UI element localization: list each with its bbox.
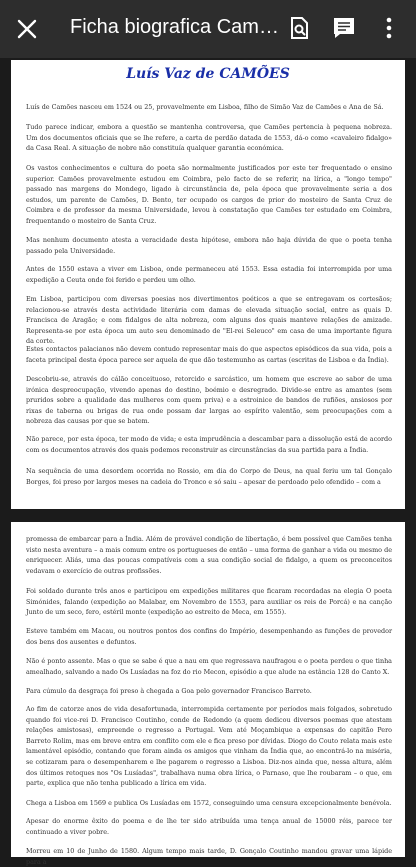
paragraph: Em Lisboa, participou com diversas poesias nos divertimentos poéticos a que se entregavam os cortesãos; relacionou-se através desta actividade literária com damas de elevada situação social, entre as quais D. Francisca de Aragão; e com fidalgos de alta nobreza, com alguns dos quais manteve relações de amizade. Representa-se por esta época um auto seu denominado de "El-rei Seleuco" em casa de uma importante figura da corte. bbox=[26, 295, 392, 346]
paragraph: Chega a Lisboa em 1569 e publica Os Lusíadas em 1572, conseguindo uma censura excepcionalmente benévola. bbox=[26, 799, 392, 807]
paragraph: Apesar do enorme êxito do poema e de lhe ter sido atribuída uma tença anual de 15000 réis, parece ter continuado a viver pobre. bbox=[26, 817, 392, 836]
paragraph: Na sequência de uma desordem ocorrida no Rossio, em dia do Corpo de Deus, na qual feriu um tal Gonçalo Borges, foi preso por largos meses na cadeia do Tronco e só saiu – apesar de perdoado pelo ofendido – com a bbox=[26, 467, 392, 486]
paragraph: Os vastos conhecimentos e cultura do poeta são normalmente justificados por este ter frequentado o ensino superior. Camões provavelmente estudou em Coimbra, pelo facto de se referir, na lírica, a "longo tempo" passado nas margens do Mondego, ligado à circunstância de, pela época que provavelmente seria a dos estudos, um parente de Camões, D. Bento, ter ocupado os cargos de prior do mosteiro de Santa Cruz de Coimbra e de professor da mesma Universidade, levou à constatação que Camões ter estudado em Coimbra, frequentando o mosteiro de Santa Cruz. bbox=[26, 164, 392, 225]
document-title: Ficha biografica Cam… bbox=[70, 16, 279, 38]
paragraph: Não é ponto assente. Mas o que se sabe é que a nau em que regressava naufragou e o poeta perdeu o que tinha amealhado, salvando a nado Os Lusíadas na foz do rio Mecon, episódio a que alude na estância 128 do Canto X. bbox=[26, 657, 392, 676]
paragraph: Estes contactos palacianos não devem contudo representar mais do que aspectos episódicos da sua vida, pois a faceta principal desta época parece ser aquela de que dão testemunho as cartas (escritas de Lisboa e da Índia). bbox=[26, 345, 392, 364]
paragraph: Morreu em 10 de Junho de 1580. Algum tempo mais tarde, D. Gonçalo Coutinho mandou gravar uma lápide para a bbox=[26, 847, 392, 866]
paragraph: Foi soldado durante três anos e participou em expedições militares que ficaram recordadas na elegia O poeta Simónides, falando (expedição ao Malabar, em Novembro de 1553, para auxiliar os reis de Porcá) e na canção Junto de um seco, fero, estéril monte (expedição ao estreito de Meca, em 1555). bbox=[26, 587, 392, 617]
paragraph: Não parece, por esta época, ter modo de vida; e esta imprudência a descambar para a dissolução está de acordo com os documentos através dos quais podemos reconstruir as circunstâncias da sua partida para a Índia. bbox=[26, 435, 392, 454]
paragraph: promessa de embarcar para a Índia. Além de provável condição de libertação, é bem possível que Camões tenha visto nesta aventura – a mais comum entre os portugueses de então – uma forma de ganhar a vida ou mesmo de enriquecer. Aliás, uma das poucas compatíveis com a sua condição social de fidalgo, a quem os preconceitos vedavam o exercício de outras profissões. bbox=[26, 535, 392, 575]
comment-icon[interactable] bbox=[331, 15, 357, 41]
document-heading: Luís Vaz de CAMÕES bbox=[126, 66, 290, 82]
close-icon[interactable] bbox=[14, 16, 40, 42]
app-bar bbox=[0, 0, 416, 58]
paragraph: Mas nenhum documento atesta a veracidade desta hipótese, embora não haja dúvida de que o poeta tenha passado pela Universidade. bbox=[26, 236, 392, 255]
document-page-2[interactable] bbox=[11, 522, 405, 866]
paragraph: Luís de Camões nasceu em 1524 ou 25, provavelmente em Lisboa, filho de Simão Vaz de Camões e Ana de Sá. bbox=[26, 103, 384, 111]
paragraph: Antes de 1550 estava a viver em Lisboa, onde permaneceu até 1553. Essa estadia foi interrompida por uma expedição a Ceuta onde foi ferido e perdeu um olho. bbox=[26, 265, 392, 284]
paragraph: Ao fim de catorze anos de vida desafortunada, interrompida certamente por períodos mais folgados, sobretudo quando foi vice-rei D. Francisco Coutinho, conde de Redondo (a quem dedicou diversos poemas que atestam relações amistosas), empreende o regresso a Portugal. Vem até Moçambique a expensas do capitão Pero Barreto Rolim, mas em breve entra em conflito com ele e fica preso por dívidas. Diogo do Couto relata mais este lamentável episódio, contando que foram ainda os amigos que vinham da Índia que, ao encontrá-lo na miséria, se cotizaram para o desempenharem e lhe pagarem o regresso a Lisboa. Diz-nos ainda que, nessa altura, além dos últimos retoques nos "Os Lusíadas", trabalhava numa obra lírica, o Parnaso, que lhe roubaram – o que, em parte, explica que não tenha publicado a lírica em vida. bbox=[26, 705, 392, 788]
paragraph: Para cúmulo da desgraça foi preso à chegada a Goa pelo governador Francisco Barreto. bbox=[26, 687, 312, 695]
paragraph: Esteve também em Macau, ou noutros pontos dos confins do Império, desempenhando as funções de provedor dos bens dos ausentes e defuntos. bbox=[26, 627, 392, 646]
more-icon[interactable] bbox=[376, 15, 402, 41]
paragraph: Tudo parece indicar, embora a questão se mantenha controversa, que Camões pertencia à pequena nobreza. Um dos documentos oficiais que se lhe refere, a carta de perdão datada de 1553, dá-o como «cavaleiro fidalgo» da Casa Real. A situação de nobre não constituía qualquer garantia económica. bbox=[26, 123, 392, 153]
paragraph: Descobriu-se, através do cálão conceituoso, retorcido e sarcástico, um homem que escreve ao sabor de uma irónica despreocupação, vivendo apenas do destino, boémio e desregrado. Divide-se entre as amantes (sem pruridos sobre a qualidade das mulheres com quem priva) e a estroinice de bandos de rufiões, ansiosos por rixas de taberna ou brigas de rua onde possam dar largas ao espírito valentão, sem preocupações com a nobreza das causas por que se batem. bbox=[26, 375, 392, 426]
search-document-icon[interactable] bbox=[286, 15, 312, 41]
document-page-1[interactable] bbox=[11, 60, 405, 509]
